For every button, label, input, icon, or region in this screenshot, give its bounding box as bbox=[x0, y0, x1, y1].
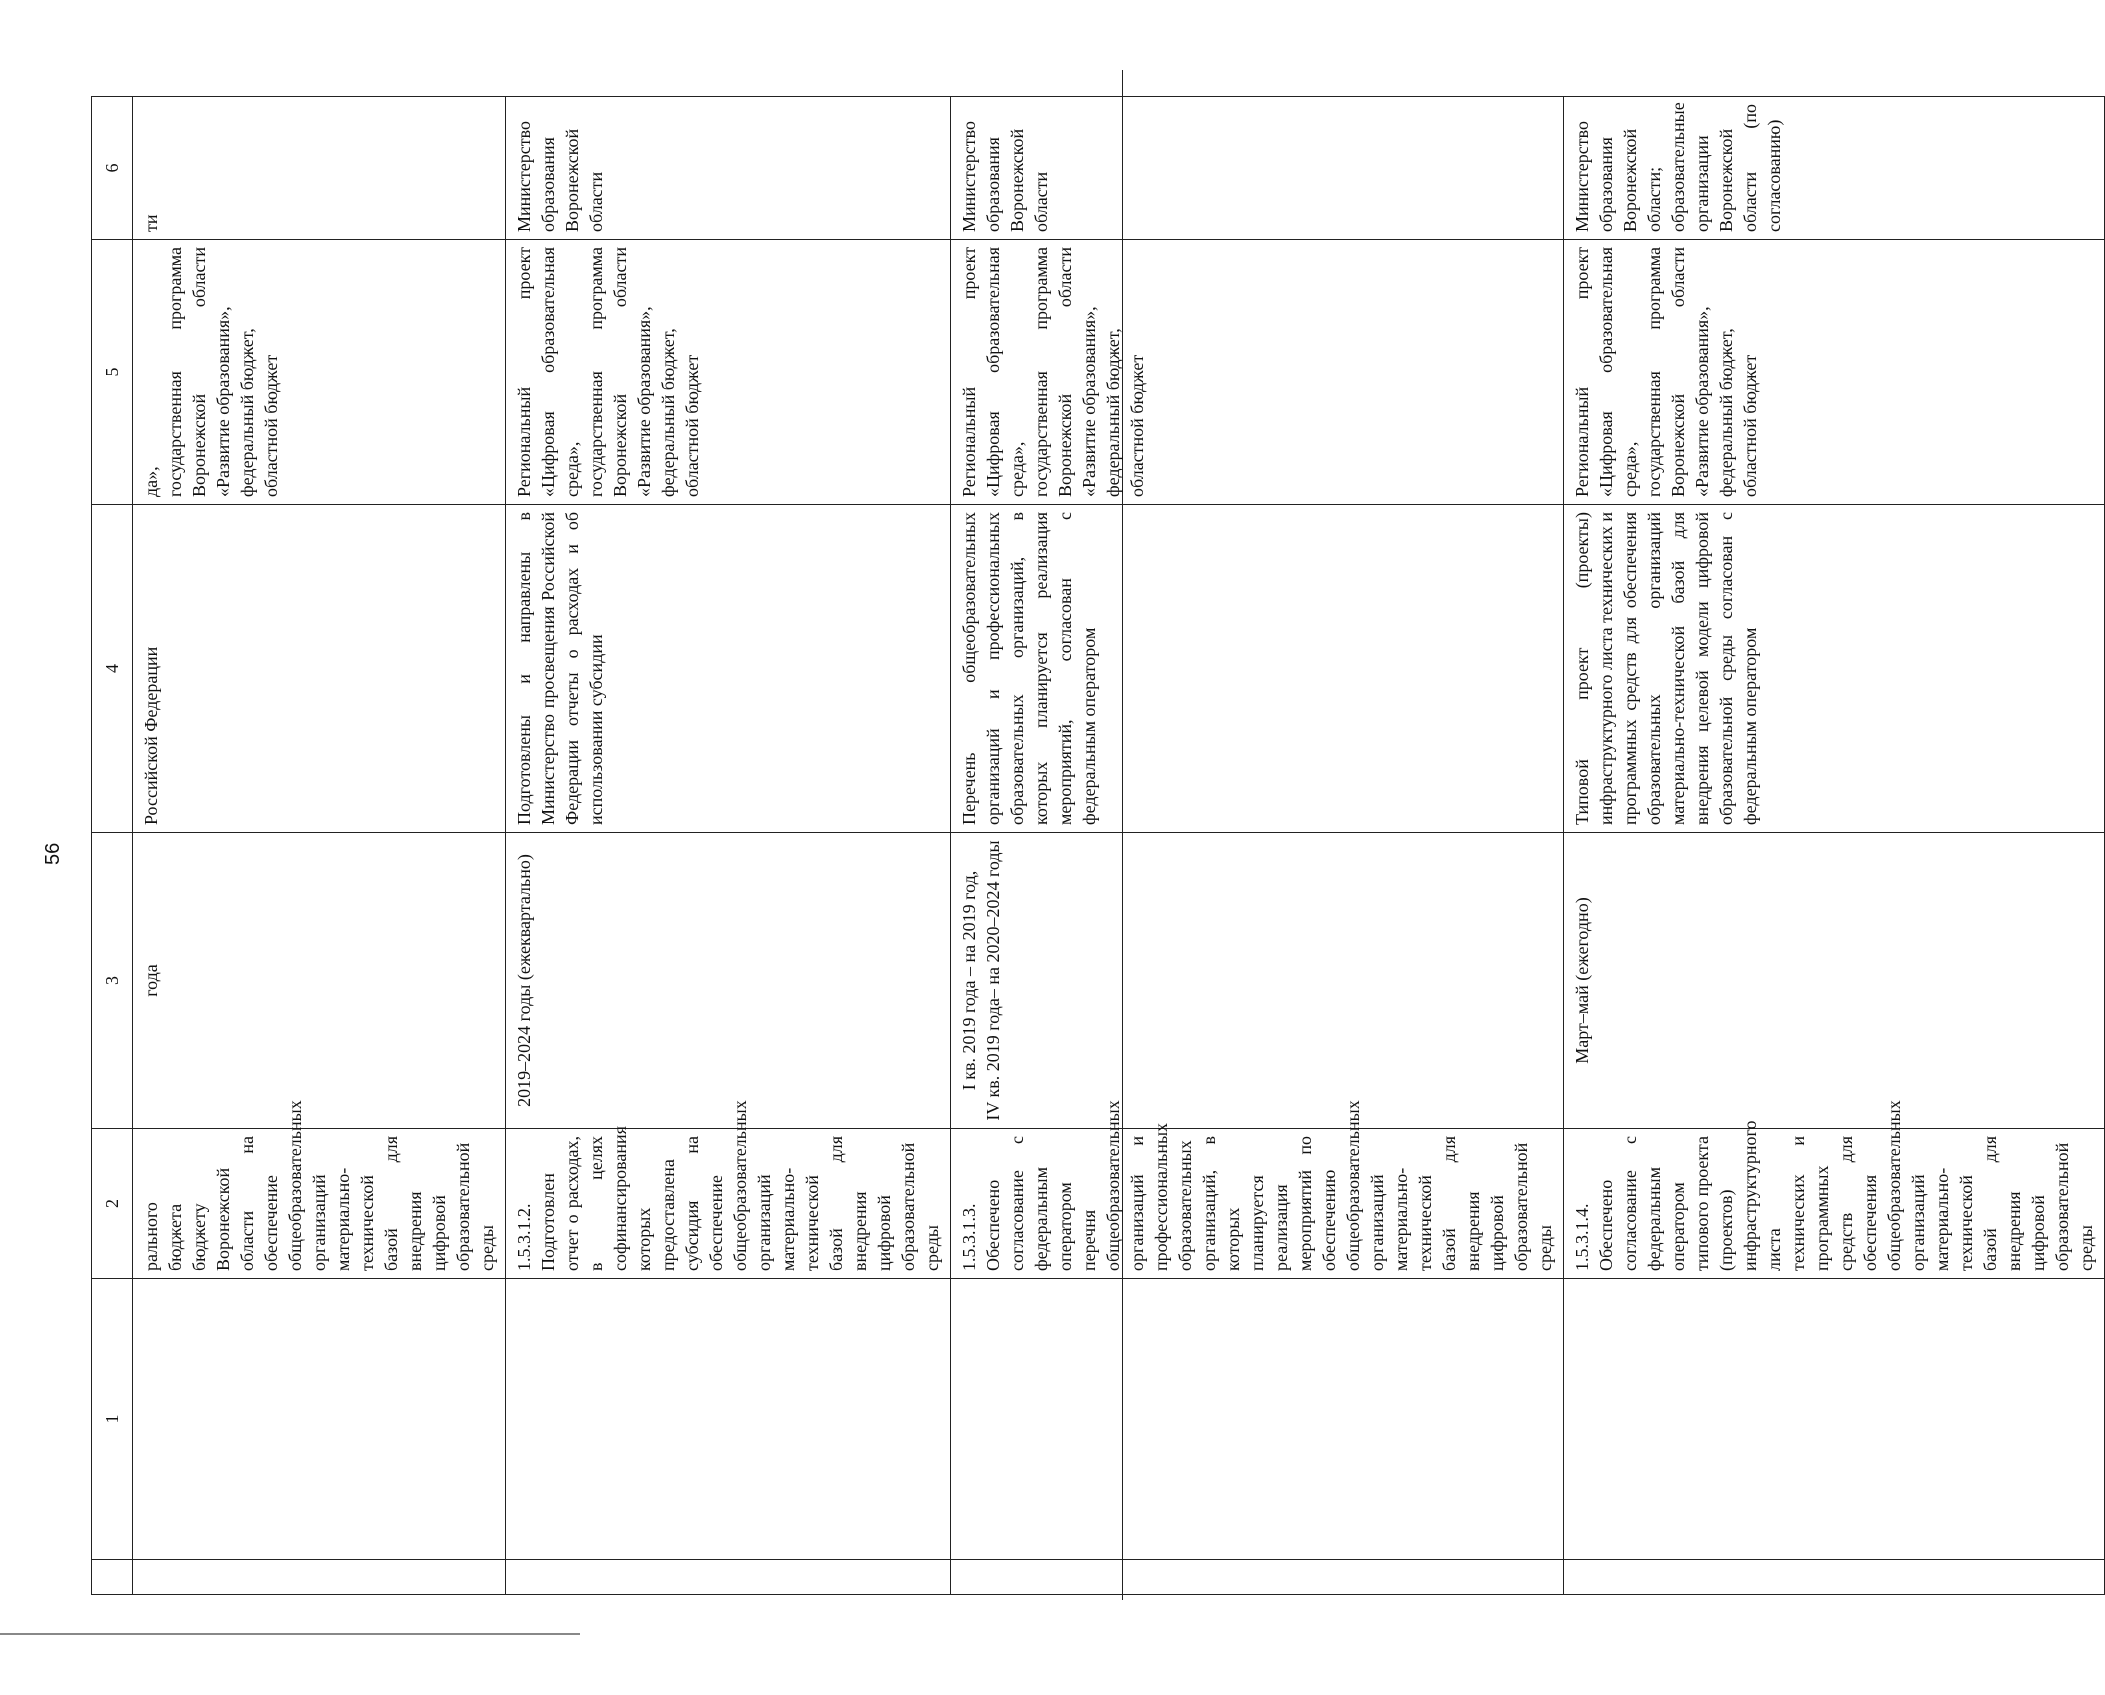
cell-col1 bbox=[133, 1279, 506, 1560]
header-col-5: 5 bbox=[92, 240, 133, 505]
page-number: 56 bbox=[42, 842, 64, 865]
table-row bbox=[133, 97, 506, 1595]
cell-result: Российской Федерации bbox=[133, 505, 506, 833]
table-row bbox=[1564, 97, 2105, 1595]
cell-event: рального бюджета бюджету Воронежской области на обеспечение общеобразовательных организаций материально-технической базой для внедрения цифровой образовательной среды bbox=[133, 1129, 506, 1279]
plan-table bbox=[91, 96, 2105, 1595]
header-col-6: 6 bbox=[92, 97, 133, 240]
cell-source: Региональный проект «Цифровая образовательная среда», государственная программа Воронежской области «Развитие образования», федеральный бюджет, областной бюджет bbox=[951, 240, 1564, 505]
cell-responsible: Министерство образования Воронежской области bbox=[951, 97, 1564, 240]
header-blank bbox=[92, 1560, 133, 1595]
header-col-2: 2 bbox=[92, 1129, 133, 1279]
cell-col1 bbox=[951, 1279, 1564, 1560]
cell-event: 1.5.3.1.2. Подготовлен отчет о расходах, в целях софинансирования которых предоставлена субсидия на обеспечение общеобразовательных организаций материально-технической базой для внедрения цифровой образовательной среды bbox=[506, 1129, 951, 1279]
row-blank-cell bbox=[506, 1560, 951, 1595]
table-row bbox=[506, 97, 951, 1595]
cell-source: да», государственная программа Воронежской области «Развитие образования», федеральный бюджет, областной бюджет bbox=[133, 240, 506, 505]
scan-edge-line bbox=[0, 1633, 580, 1635]
cell-deadline: I кв. 2019 года – на 2019 год, IV кв. 2019 года– на 2020–2024 годы bbox=[951, 833, 1564, 1129]
header-col-4: 4 bbox=[92, 505, 133, 833]
row-blank-cell bbox=[1564, 1560, 2105, 1595]
cell-source: Региональный проект «Цифровая образовательная среда», государственная программа Воронежской области «Развитие образования», федеральный бюджет, областной бюджет bbox=[1564, 240, 2105, 505]
cell-event: 1.5.3.1.4. Обеспечено согласование с федеральным оператором типового проекта (проектов) инфраструктурного листа технических и программных средств для обеспечения общеобразовательных организаций материально-технической базой для внедрения цифровой образовательной среды bbox=[1564, 1129, 2105, 1279]
cell-source: Региональный проект «Цифровая образовательная среда», государственная программа Воронежской области «Развитие образования», федеральный бюджет, областной бюджет bbox=[506, 240, 951, 505]
cell-result: Подготовлены и направлены в Министерство просвещения Российской Федерации отчеты о расходах и об использовании субсидии bbox=[506, 505, 951, 833]
header-row bbox=[92, 97, 133, 1595]
header-col-3: 3 bbox=[92, 833, 133, 1129]
row-blank-cell bbox=[133, 1560, 506, 1595]
cell-responsible: Министерство образования Воронежской области bbox=[506, 97, 951, 240]
cell-responsible: Министерство образования Воронежской области; образовательные организации Воронежской области (по согласованию) bbox=[1564, 97, 2105, 240]
cell-result: Перечень общеобразовательных организаций и профессиональных образовательных организаций, в которых планируется реализация мероприятий, согласован с федеральным оператором bbox=[951, 505, 1564, 833]
cell-col1 bbox=[1564, 1279, 2105, 1560]
cell-deadline: года bbox=[133, 833, 506, 1129]
cell-event: 1.5.3.1.3. Обеспечено согласование с федеральным оператором перечня общеобразовательных организаций и профессиональных образовательных организаций, в которых планируется реализация мероприятий по обеспечению общеобразовательных организаций материально-технической базой для внедрения цифровой образовательной среды bbox=[951, 1129, 1564, 1279]
cell-result: Типовой проект (проекты) инфраструктурного листа технических и программных средств для обеспечения образовательных организаций материально-технической базой для внедрения целевой модели цифровой образовательной среды согласован с федеральным оператором bbox=[1564, 505, 2105, 833]
row-blank-cell bbox=[951, 1560, 1564, 1595]
table-row bbox=[951, 97, 1564, 1595]
cell-responsible: ти bbox=[133, 97, 506, 240]
cell-deadline: 2019–2024 годы (ежеквартально) bbox=[506, 833, 951, 1129]
cell-deadline: Март–май (ежегодно) bbox=[1564, 833, 2105, 1129]
header-col-1: 1 bbox=[92, 1279, 133, 1560]
cell-col1 bbox=[506, 1279, 951, 1560]
